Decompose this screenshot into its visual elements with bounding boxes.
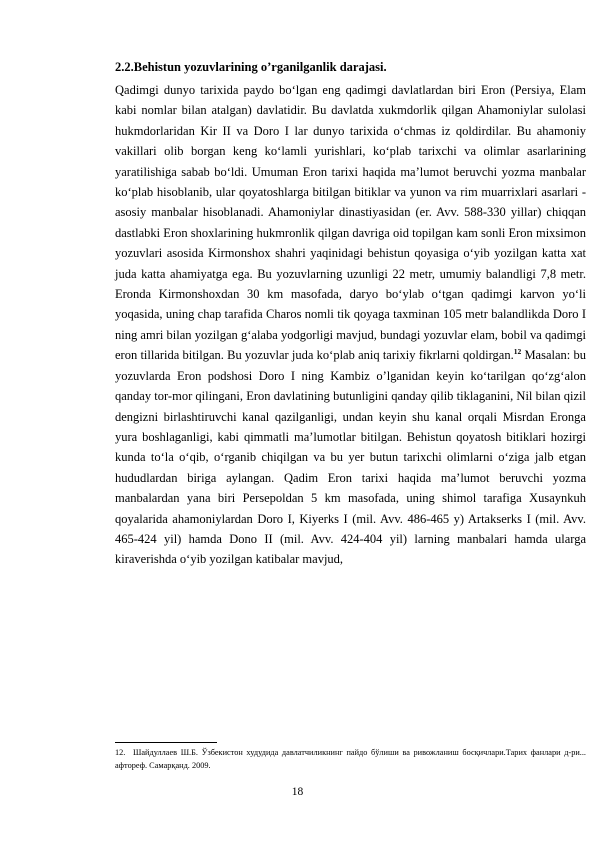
footnote-text: Шайдуллаев Ш.Б. Ўзбекистон худудида давлатчиликнинг пайдо бўлиши ва ривожланиш босқичлари.Тарих фанлари д-ри... афтореф. Самарқанд. 2009.: [115, 748, 586, 770]
section-heading: 2.2.Behistun yozuvlarining o’rganilganlik darajasi.: [115, 60, 387, 74]
footnote-reference[interactable]: 12: [513, 347, 522, 357]
paragraph-text-part2: Masalan: bu yozuvlarda Eron podshosi Doro I ning Kambiz o’lganidan keyin ko‘tarilgan qo‘zg‘alon qanday tor-mor qilingani, Eron davlatining butunligini qanday qilib tiklaganini, Nil bilan qizil dengizni birlashtiruvchi kanal qazilganligi, undan keyin shu kanal orqali Misrdan Eronga yura boshlaganligi, kabi qimmatli ma’lumotlar bitilgan. Behistun qoyatosh bitiklari hozirgi kunda to‘la o‘qib, o‘rganib chiqilgan va bu yer butun tarixchi olimlarni o‘ziga jalb etgan hududlardan biriga aylangan. Qadim Eron tarixi haqida ma’lumot beruvchi yozma manbalardan yana biri Persepoldan 5 km masofada, uning shimol tarafiga Xusaynkuh qoyalarida ahamoniylardan Doro I, Kiyerks I (mil. Avv. 486-465 y) Artakserks I (mil. Avv. 465-424 yil) hamda Dono II (mil. Avv. 424-404 yil) larning manbalari hamda ularga kiraverishda o‘yib yozilgan katibalar mavjud,: [115, 348, 586, 567]
paragraph-text-part1: Qadimgi dunyo tarixida paydo bo‘lgan eng qadimgi davlatlardan biri Eron (Persiya, Elam kabi nomlar bilan atalgan) davlatidir. Bu davlatda xukmdorlik qilgan Ahamoniylar sulolasi hukmdorlaridan Kir II va Doro I lar dunyo tarixida o‘chmas iz qoldirdilar. Bu ahamoniy vakillari olib borgan keng ko‘lamli yurishlari, ko‘plab tarixchi va olimlar asarlarining yaratilishiga sabab bo‘ldi. Umuman Eron tarixi haqida ma’lumot beruvchi yozma manbalar ko‘plab hisoblanib, ular qoyatoshlarga bitilgan bitiklar va yunon va rim muarrixlari asarlari - asosiy manbalar hisoblanadi. Ahamoniylar dinastiyasidan (er. Avv. 588-330 yillar) chiqqan dastlabki Eron shoxlarining hukmronlik qilgan davriga oid topilgan kam sonli Eron mixsimon yozuvlari asosida Kirmonshox shahri yaqinidagi behistun qoyasiga o‘yib yozilgan katta xat juda katta ahamiyatga ega. Bu yozuvlarning uzunligi 22 metr, umumiy balandligi 7,8 metr. Eronda Kirmonshoxdan 30 km masofada, daryo bo‘ylab o‘tgan qadimgi karvon yo‘li yoqasida, uning chap tarafida Charos nomli tik qoyaga taxminan 105 metr balandlikda Doro I ning amri bilan yozilgan g‘alaba yodgorligi mavjud, bundagi yozuvlar elam, bobil va qadimgi eron tillarida bitilgan. Bu yozuvlar juda ko‘plab aniq tarixiy fikrlarni qoldirgan.: [115, 83, 586, 363]
footnote-number: 12.: [115, 748, 126, 757]
body-paragraph: [115, 80, 586, 570]
page-number: 18: [291, 786, 304, 798]
footnote-separator: [115, 742, 217, 743]
footnote: [115, 746, 586, 772]
